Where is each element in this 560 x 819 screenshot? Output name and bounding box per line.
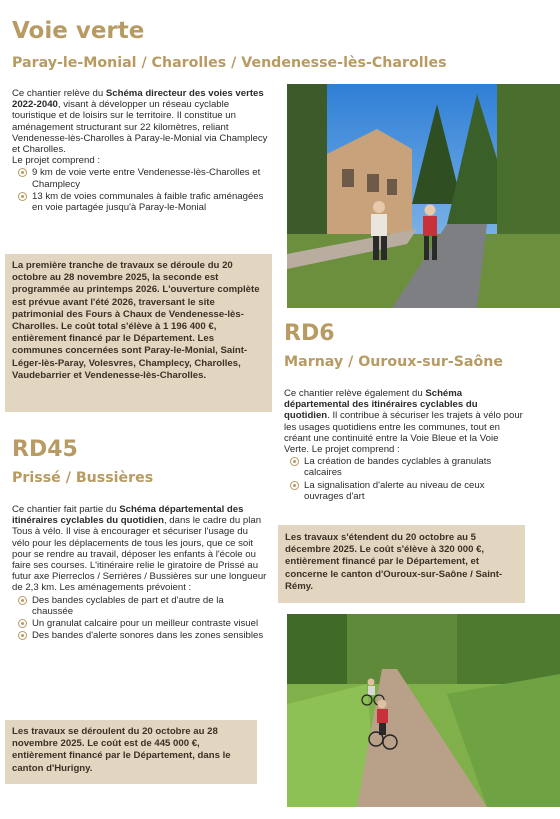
list-item xyxy=(290,480,524,502)
photo-cyclists-image xyxy=(287,614,560,807)
rd45-subtitle: Prissé / Bussières xyxy=(12,470,154,486)
bullet-icon xyxy=(18,192,27,201)
list-item-text: Des bandes d'alerte sonores dans les zones sensibles xyxy=(32,630,264,642)
rd6-title: RD6 xyxy=(284,321,335,346)
list-item-text: 9 km de voie verte entre Vendenesse-lès-Charolles et Champlecy xyxy=(32,167,261,190)
text-run: Ce chantier relève du xyxy=(12,88,106,99)
list-item-text: La signalisation d'alerte au niveau de ceux ouvrages d'art xyxy=(304,479,485,502)
list-item-text: Un granulat calcaire pour un meilleur contraste visuel xyxy=(32,618,259,630)
page-title: Voie verte xyxy=(12,18,145,44)
photo-rollers xyxy=(287,84,560,308)
list-item xyxy=(18,618,267,629)
photo-cyclists xyxy=(287,614,560,807)
voie-verte-paragraph xyxy=(12,88,274,155)
text-bold-run: Schéma directeur des voies vertes 2022-2040 xyxy=(12,88,264,111)
text-run: Ce chantier fait partie du xyxy=(12,504,120,515)
voie-verte-info-box: La première tranche de travaux se déroule du 20 octobre au 28 novembre 2025, la seconde est programmée au printemps 2026. L'ouverture complète est prévue avant l'été 2026, traversant le site patrimonial des Fours à Chaux de Vendenesse-lès-Charolles. Le coût total s'élève à 1 196 400 €, entièrement financé par le Département. Les communes concernées sont Paray-le-Monial, Saint-Léger-lès-Paray, Volesvres, Champlecy, Charolles, Vaudebarrier et Vendenesse-lès-Charolles. xyxy=(5,254,272,412)
list-item xyxy=(18,167,274,189)
text-run: Ce chantier relève également du xyxy=(284,388,426,399)
list-item-text: Des bandes cyclables de part et d'autre de la chaussée xyxy=(32,594,224,617)
bullet-icon xyxy=(18,596,27,605)
text-run: . Il contribue à sécuriser les trajets à vélo pour les usages quotidiens entre les communes, tout en créant une continuité entre la Voie Bleue et la Voie Verte. Le projet comprend : xyxy=(284,410,523,456)
list-item-text: La création de bandes cyclables à granulats calcaires xyxy=(304,456,492,479)
list-item-text: 13 km de voies communales à faible trafic aménagées en voie partagée jusqu'à Paray-le-Monial xyxy=(32,190,264,214)
bullet-icon xyxy=(290,457,299,466)
rd6-subtitle: Marnay / Ouroux-sur-Saône xyxy=(284,354,503,370)
bullet-icon xyxy=(18,619,27,628)
list-item xyxy=(18,595,267,617)
bullet-icon xyxy=(18,631,27,640)
bullet-icon xyxy=(18,168,27,177)
rd45-info-box: Les travaux se déroulent du 20 octobre au 28 novembre 2025. Le coût est de 445 000 €, entièrement financé par le Département, dans le canton d'Hurigny. xyxy=(5,720,257,784)
text-run: , visant à développer un réseau cyclable touristique et de loisirs sur le territoire. Il constitue un aménagement structurant sur 22 kilomètres, reliant Vendenesse-lès-Charolles à Paray-le-Monial via Champlecy et Charolles. xyxy=(12,99,268,156)
rd45-title: RD45 xyxy=(12,437,78,462)
voie-verte-subtitle: Paray-le-Monial / Charolles / Vendenesse-lès-Charolles xyxy=(12,55,447,71)
rd6-paragraph xyxy=(284,388,524,455)
list-item xyxy=(18,191,274,213)
bullet-icon xyxy=(290,481,299,490)
list-item xyxy=(18,630,267,641)
voie-verte-intro: Le projet comprend : xyxy=(12,155,100,167)
rd6-info-box: Les travaux s'étendent du 20 octobre au 5 décembre 2025. Le coût s'élève à 320 000 €, entièrement financé par le Département, et concerne le canton d'Ouroux-sur-Saône / Saint-Rémy. xyxy=(278,525,525,603)
rd6-text xyxy=(284,388,524,502)
text-run: , dans le cadre du plan Tous à vélo. Il vise à encourager et sécuriser l'usage du vélo pour les déplacements de tous les jours, que ce soit pour se rendre au travail, déposer les enfants à l'école ou faire ses courses. L'itinéraire relie le giratoire de Prissé au futur axe Pierreclos / Serrières / Bussières sur une longueur de 2,3 km. Les aménagements prévoient : xyxy=(12,515,267,594)
text-bold-run: Schéma départemental des itinéraires cyclables du quotidien xyxy=(284,388,478,422)
voie-verte-text xyxy=(12,88,274,213)
rd45-text xyxy=(12,504,267,641)
rd45-paragraph xyxy=(12,504,267,594)
text-bold-run: Schéma départemental des itinéraires cyclables du quotidien xyxy=(12,504,244,527)
photo-rollers-image xyxy=(287,84,560,308)
list-item xyxy=(290,456,524,478)
